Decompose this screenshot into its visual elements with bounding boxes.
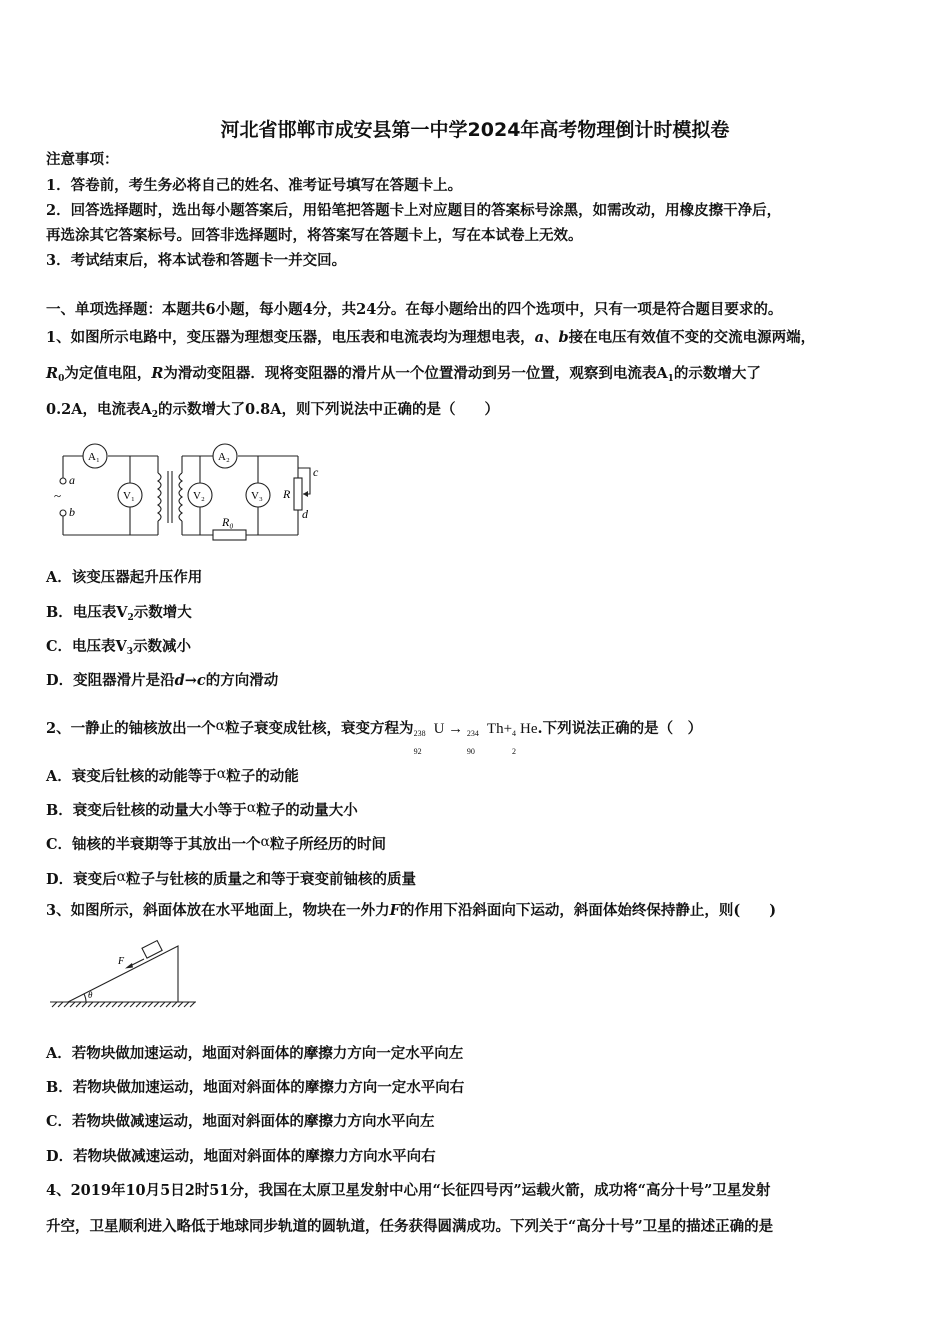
incline-diagram: [48, 934, 198, 1014]
force-f-label: F: [118, 956, 125, 967]
q1-option-b: B．电压表$V_2$示数增大: [46, 604, 192, 623]
notice-item: 再选涂其它答案标号。回答非选择题时，将答案写在答题卡上，写在本试卷上无效。: [46, 227, 583, 244]
terminal-a-label: a: [69, 473, 75, 487]
notice-heading: 注意事项：: [46, 151, 119, 168]
angle-theta-label: θ: [88, 990, 93, 1000]
q1-stem-line3: 0.2A，电流表$A_2$的示数增大了0.8A，则下列说法中正确的是（ ）: [46, 401, 499, 420]
q2-option-c: C．铀核的半衰期等于其放出一个α粒子所经历的时间: [46, 834, 387, 853]
q2-option-b: B．衰变后钍核的动量大小等于α粒子的动量大小: [46, 800, 358, 819]
q2-option-a: A．衰变后钍核的动能等于α粒子的动能: [46, 766, 299, 785]
q2-stem: 2、一静止的铀核放出一个α粒子衰变成钍核，衰变方程为 238 92 U → 234 90 Th+ 4 2 He.下列说法正确的是（ ）: [46, 718, 703, 756]
rheostat-r-label: R: [283, 487, 291, 501]
q3-option-a: A．若物块做加速运动，地面对斜面体的摩擦力方向一定水平向左: [46, 1045, 464, 1062]
voltmeter-v3-label: V₃: [251, 490, 263, 502]
q3-option-d: D．若物块做减速运动，地面对斜面体的摩擦力方向水平向右: [46, 1148, 436, 1165]
ammeter-a1-label: A₁: [88, 451, 100, 463]
notice-item: 2．回答选择题时，选出每小题答案后，用铅笔把答题卡上对应题目的答案标号涂黑，如需改动，用橡皮擦干净后，: [46, 202, 782, 219]
q1-option-c: C．电压表$V_3$示数减小: [46, 638, 192, 657]
resistor-r0-label: R₀: [222, 515, 234, 529]
q3-stem: 3、如图所示，斜面体放在水平地面上，物块在一外力F的作用下沿斜面向下运动，斜面体始终保持静止，则( ): [46, 902, 777, 919]
terminal-b-label: b: [69, 505, 75, 519]
notice-item: 1．答卷前，考生务必将自己的姓名、准考证号填写在答题卡上。: [46, 177, 463, 194]
q4-stem-line2: 升空，卫星顺利进入略低于地球同步轨道的圆轨道，任务获得圆满成功。下列关于“高分十号”卫星的描述正确的是: [46, 1218, 774, 1235]
terminal-d-label: d: [302, 507, 308, 521]
ammeter-a2-label: A₂: [218, 451, 230, 463]
section-heading: 一、单项选择题：本题共6小题，每小题4分，共24分。在每小题给出的四个选项中，只有一项是符合题目要求的。: [46, 301, 783, 318]
q2-option-d: D．衰变后α粒子与钍核的质量之和等于衰变前铀核的质量: [46, 869, 417, 888]
terminal-c-label: c: [313, 465, 319, 479]
voltmeter-v1-label: V₁: [123, 490, 135, 502]
ac-source-symbol: ~: [54, 488, 62, 503]
q1-stem-line2: $R_0$为定值电阻，R为滑动变阻器．现将变阻器的滑片从一个位置滑动到另一位置，观察到电流表$A_1$的示数增大了: [46, 365, 761, 384]
alpha-symbol: α: [215, 718, 226, 734]
q1-stem-line1: 1、如图所示电路中，变压器为理想变压器，电压表和电流表均为理想电表，a、b接在电压有效值不变的交流电源两端，: [46, 329, 816, 346]
page-title: 河北省邯郸市成安县第一中学2024年高考物理倒计时模拟卷: [220, 119, 730, 141]
circuit-diagram: [50, 438, 325, 543]
decay-equation: 238 92 U → 234 90 Th+ 4 2 He: [413, 721, 538, 756]
q3-option-c: C．若物块做减速运动，地面对斜面体的摩擦力方向水平向左: [46, 1113, 435, 1130]
q1-option-d: D．变阻器滑片是沿d→c的方向滑动: [46, 672, 279, 689]
q4-stem-line1: 4、2019年10月5日2时51分，我国在太原卫星发射中心用“长征四号丙”运载火箭，成功将“高分十号”卫星发射: [46, 1182, 771, 1199]
q1-option-a: A．该变压器起升压作用: [46, 569, 203, 586]
voltmeter-v2-label: V₂: [193, 490, 205, 502]
q3-option-b: B．若物块做加速运动，地面对斜面体的摩擦力方向一定水平向右: [46, 1079, 465, 1096]
notice-item: 3．考试结束后，将本试卷和答题卡一并交回。: [46, 252, 347, 269]
